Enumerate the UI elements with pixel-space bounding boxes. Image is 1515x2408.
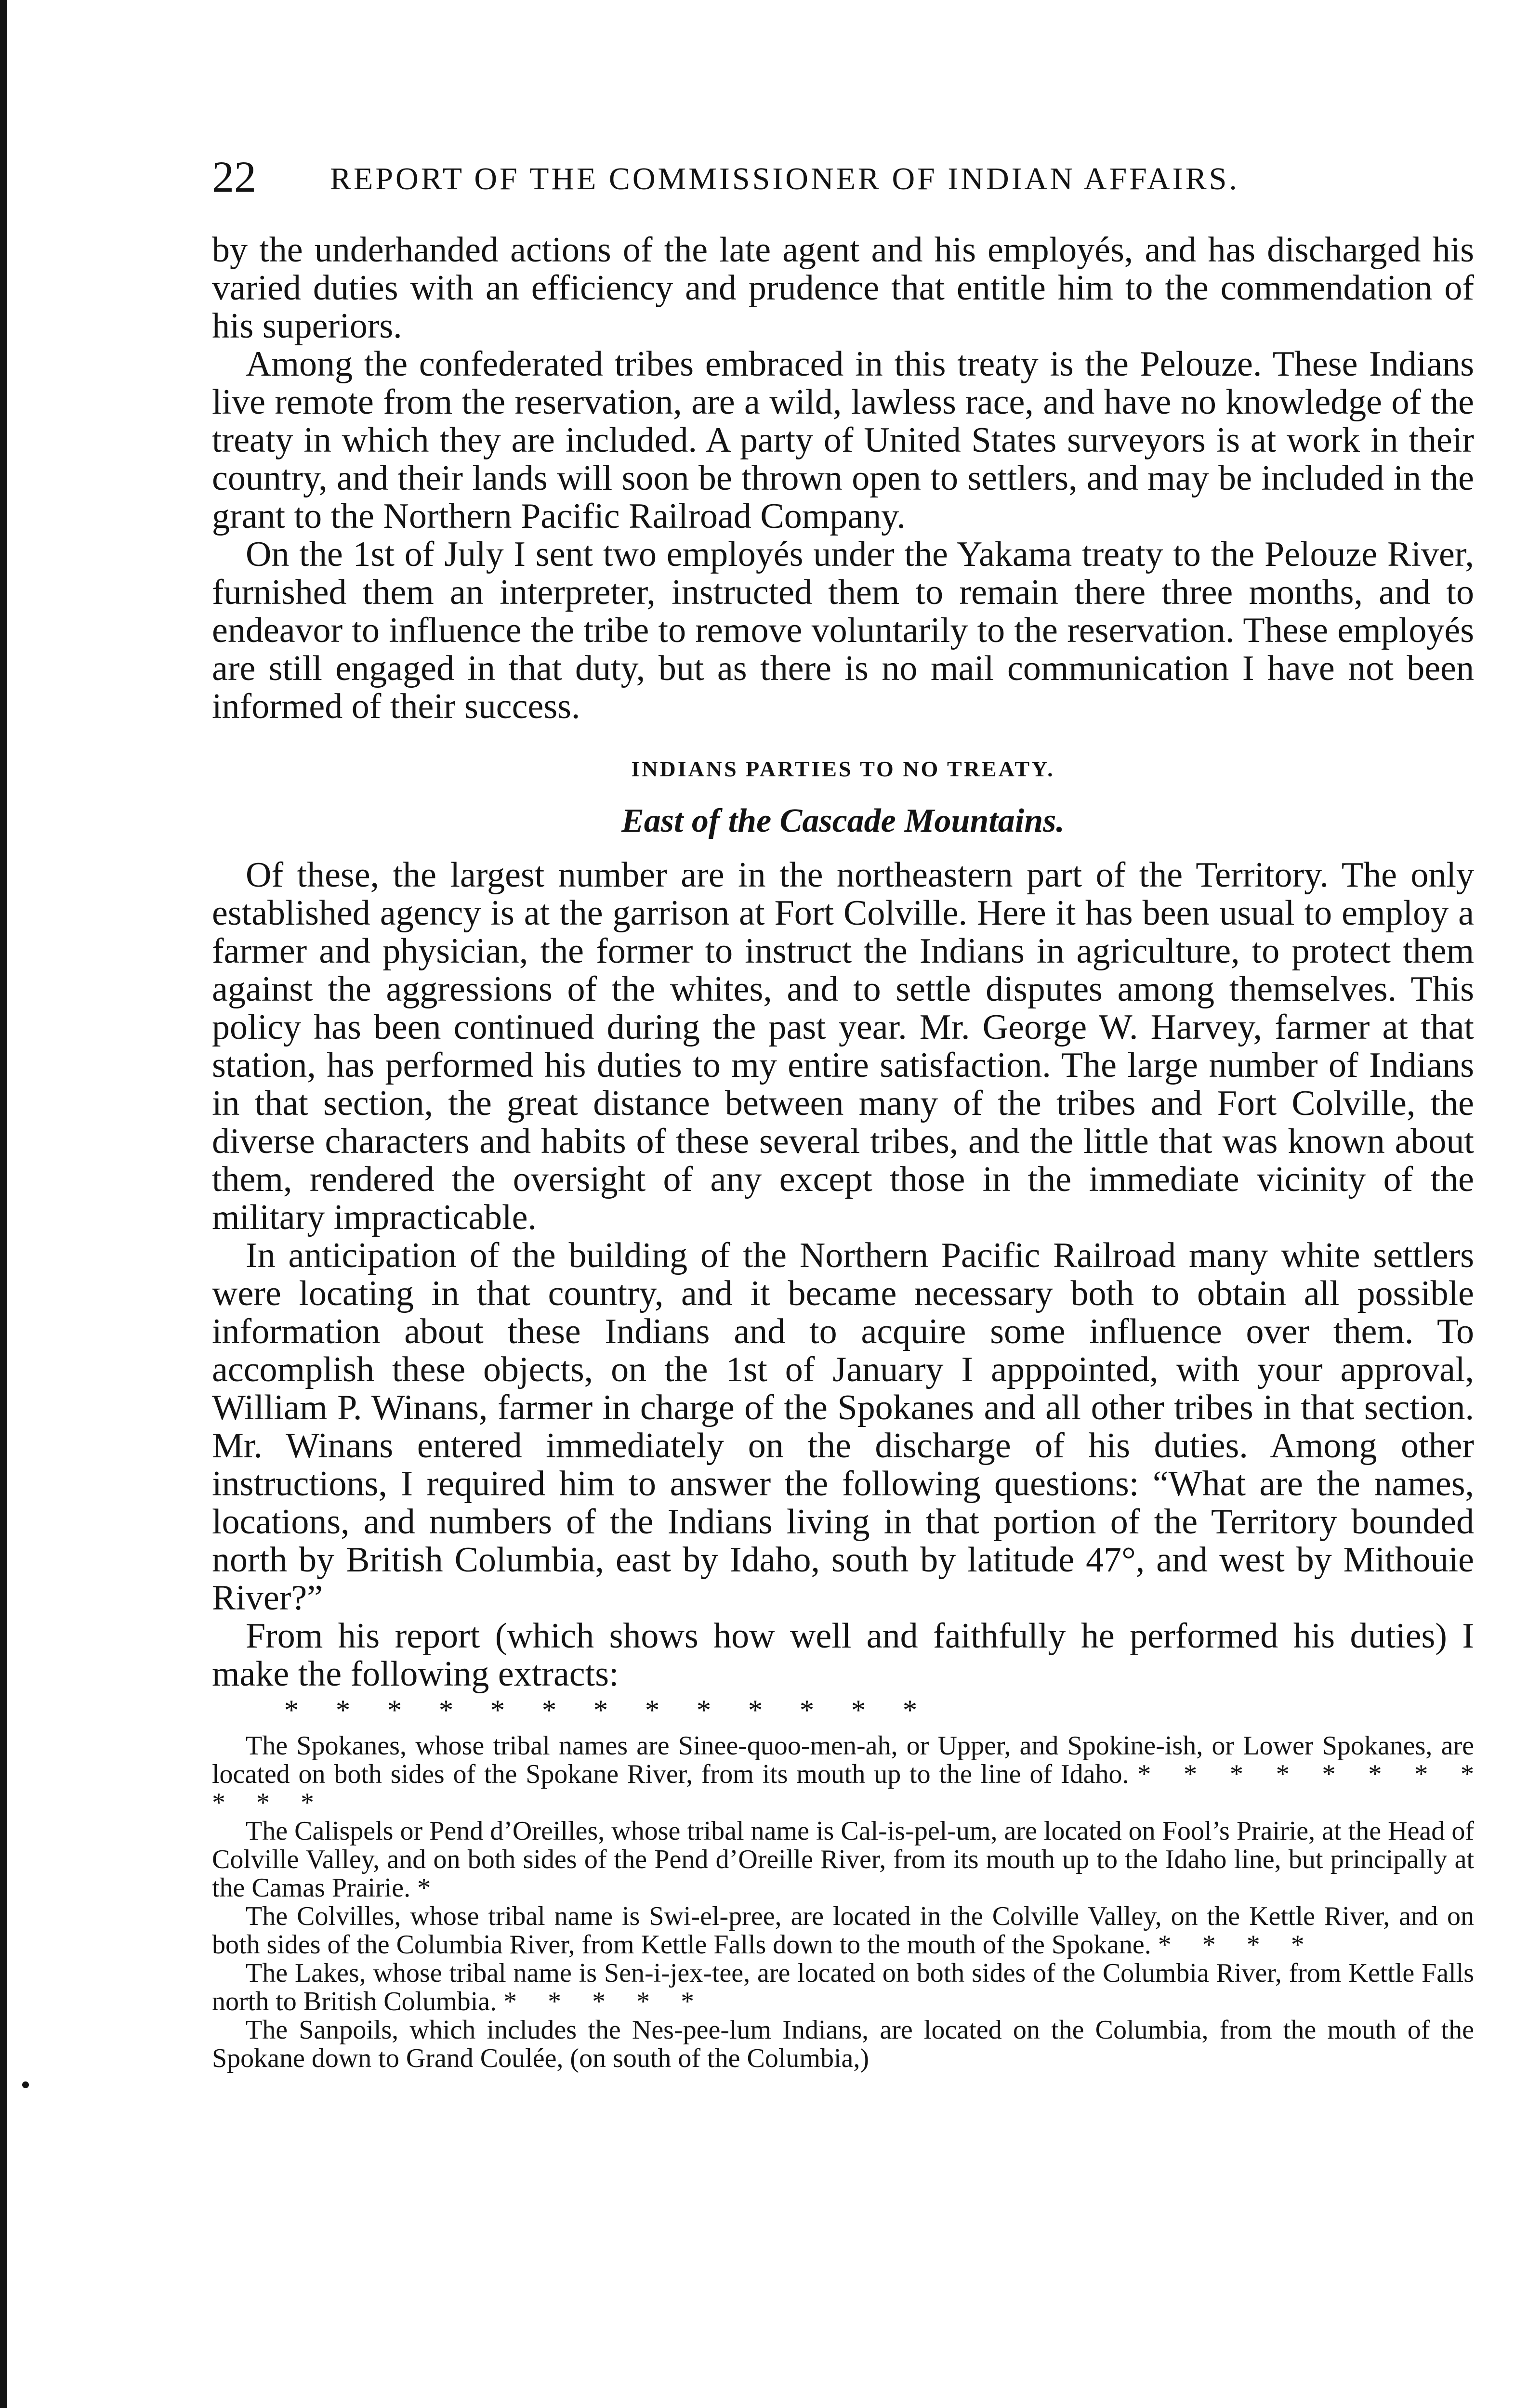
extract-spokanes — [212, 1732, 1474, 1817]
section-subtitle: East of the Cascade Mountains. — [621, 802, 1065, 839]
extract-lakes-stars: * * * * * — [503, 1987, 695, 2016]
extract-colvilles-text: The Colvilles, whose tribal name is Swi-el-pree, are located in the Colville Valley, on the Kettle River, and on both sides of the Columbia River, from Kettle Falls down to the mouth of the Spokane. — [212, 1901, 1474, 1960]
report-body — [212, 231, 1474, 2073]
extract-calispels-text: The Calispels or Pend d’Oreilles, whose tribal name is Cal-is-pel-um, are located on Fool’s Prairie, at the Head of Colville Valley, and on both sides of the Pend d’Oreille River, from its mouth up to the Idaho line, but principally at the Camas Prairie. — [212, 1816, 1474, 1903]
extract-colvilles-stars: * * * * — [1158, 1930, 1304, 1960]
running-title: REPORT OF THE COMMISSIONER OF INDIAN AFFAIRS. — [330, 161, 1239, 196]
section-title: INDIANS PARTIES TO NO TREATY. — [631, 757, 1055, 781]
extract-calispels — [212, 1817, 1474, 1902]
ellipsis-stars-row: * * * * * * * * * * * * * — [284, 1694, 917, 1726]
extract-spokanes-stars: * * * * * * * * * * * — [212, 1759, 1475, 1818]
extract-colvilles — [212, 1902, 1474, 1959]
stray-ink-dot — [22, 2081, 29, 2088]
paragraph-northeastern: Of these, the largest number are in the northeastern part of the Territory. The only established agency is at the garrison at Fort Colville. Here it has been usual to employ a farmer and physician, the former to instruct the Indians in agriculture, to protect them against the aggressions of the whites, and to settle disputes among themselves. This policy has been continued during the past year. Mr. George W. Harvey, farmer at that station, has performed his duties to my entire satisfaction. The large number of Indians in that section, the great distance between many of the tribes and Fort Colville, the diverse characters and habits of these several tribes, and the little that was known about them, rendered the oversight of any except those in the immediate vicinity of the military impracticable. — [212, 855, 1474, 1237]
extract-lakes-text: The Lakes, whose tribal name is Sen-i-jex-tee, are located on both sides of the Columbia River, from Kettle Falls north to British Columbia. — [212, 1958, 1474, 2016]
paragraph-extracts-intro: From his report (which shows how well and faithfully he performed his duties) I make the following extracts: — [212, 1616, 1474, 1694]
page-edge-shadow — [0, 0, 7, 2408]
report-extracts — [212, 1732, 1474, 2073]
running-header — [212, 150, 1474, 203]
paragraph-july-employes: On the 1st of July I sent two employés under the Yakama treaty to the Pelouze River, furnished them an interpreter, instructed them to remain there three months, and to endeavor to influence the tribe to remove voluntarily to the reservation. These employés are still engaged in that duty, but as there is no mail communication I have not been informed of their success. — [212, 535, 1474, 726]
extract-lakes — [212, 1959, 1474, 2016]
paragraph-pelouze: Among the confederated tribes embraced in this treaty is the Pelouze. These Indians live remote from the reservation, are a wild, lawless race, and have no knowledge of the treaty in which they are included. A party of United States surveyors is at work in their country, and their lands will soon be thrown open to settlers, and may be included in the grant to the Northern Pacific Railroad Company. — [212, 344, 1474, 536]
page-number: 22 — [212, 152, 256, 201]
extract-sanpoils: The Sanpoils, which includes the Nes-pee-lum Indians, are located on the Columbia, from the mouth of the Spokane down to Grand Coulée, (on south of the Columbia,) — [212, 2015, 1474, 2073]
paragraph-continued: by the underhanded actions of the late agent and his employés, and has discharged his varied duties with an efficiency and prudence that entitle him to the commendation of his superiors. — [212, 230, 1474, 346]
extract-spokanes-text: The Spokanes, whose tribal names are Sinee-quoo-men-ah, or Upper, and Spokine-ish, or Lower Spokanes, are located on both sides of the Spokane River, from its mouth up to the line of Idaho. — [212, 1731, 1474, 1789]
extract-calispels-stars: * — [417, 1873, 431, 1903]
paragraph-winans: In anticipation of the building of the Northern Pacific Railroad many white settlers were locating in that country, and it became necessary both to obtain all possible information about these Indians and to acquire some influence over them. To accomplish these objects, on the 1st of January I apppointed, with your approval, William P. Winans, farmer in charge of the Spokanes and all other tribes in that section. Mr. Winans entered immediately on the discharge of his duties. Among other instructions, I required him to answer the following questions: “What are the names, locations, and numbers of the Indians living in that portion of the Territory bounded north by British Columbia, east by Idaho, south by latitude 47°, and west by Mithouie River?” — [212, 1236, 1474, 1618]
